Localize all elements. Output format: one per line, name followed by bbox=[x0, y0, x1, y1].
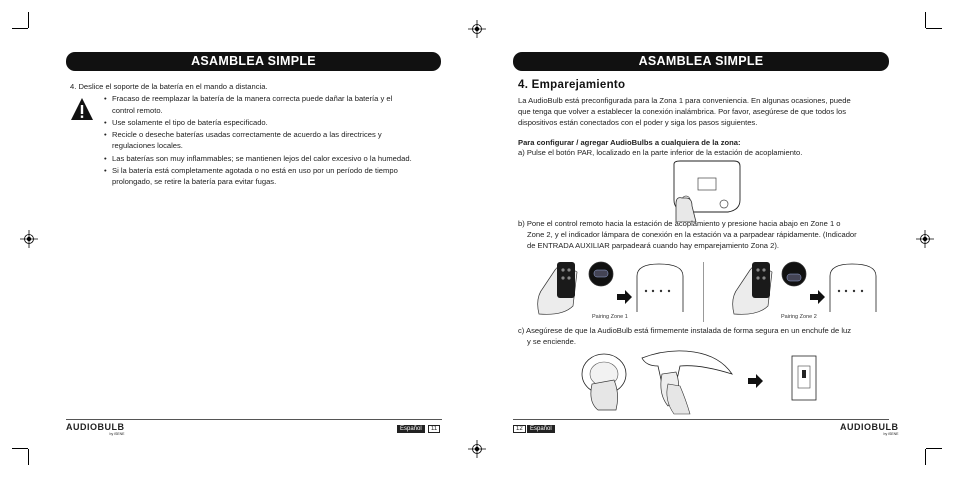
warning-triangle-icon bbox=[70, 97, 94, 121]
battery-step-4: 4. Deslice el soporte de la batería en el mando a distancia. bbox=[70, 82, 268, 91]
language-tab: Español bbox=[527, 425, 555, 433]
warning-bullet: • Recicle o deseche baterías usadas correctamente de acuerdo a las directrices y bbox=[104, 129, 442, 140]
crop-mark bbox=[925, 449, 926, 465]
crop-mark bbox=[926, 448, 942, 449]
caption-zone-2: Pairing Zone 2 bbox=[781, 314, 817, 320]
crop-mark bbox=[28, 449, 29, 465]
page-number: 12 bbox=[513, 425, 526, 433]
right-section-banner: ASAMBLEA SIMPLE bbox=[513, 52, 889, 71]
pairing-intro: que tenga que volver a establecer la conexión inalámbrica. Por favor, asegúrese de que todos los bbox=[518, 107, 847, 116]
illustration-divider bbox=[703, 262, 704, 322]
crop-mark bbox=[925, 12, 926, 28]
registration-mark-icon bbox=[468, 20, 486, 38]
footer-rule bbox=[513, 419, 889, 420]
caption-zone-1: Pairing Zone 1 bbox=[592, 314, 628, 320]
warning-bullet-cont: prolongado, se retire la batería para evitar fugas. bbox=[112, 177, 277, 186]
footer-rule bbox=[66, 419, 442, 420]
page-number: 11 bbox=[428, 425, 440, 433]
warning-bullet: • Use solamente el tipo de batería especificado. bbox=[104, 117, 442, 128]
setup-subheading: Para configurar / agregar AudioBulbs a cualquiera de la zona: bbox=[518, 138, 741, 147]
step-b: de ENTRADA AUXILIAR parpadeará cuando hay emparejamiento Zona 2). bbox=[527, 241, 779, 250]
step-a: a) Pulse el botón PAR, localizado en la parte inferior de la estación de acoplamiento. bbox=[518, 148, 803, 157]
left-section-banner: ASAMBLEA SIMPLE bbox=[66, 52, 441, 71]
warning-bullet-cont: regulaciones locales. bbox=[112, 141, 183, 150]
pairing-heading: 4. Emparejamiento bbox=[518, 79, 626, 91]
step-b: Zone 2, y el indicador lámpara de conexión en la estación va a parpadear rápidamente. (Indicador bbox=[527, 230, 857, 239]
pairing-zone-1-illustration bbox=[533, 258, 688, 316]
pairing-zone-2-illustration bbox=[728, 258, 883, 316]
audiobulb-logo: AUDIOBULB by iSENE bbox=[66, 422, 125, 436]
warning-bullet: • Las baterías son muy inflammables; se mantienen lejos del calor excesivo o la humedad. bbox=[104, 153, 452, 164]
audiobulb-logo: AUDIOBULB by iSENE bbox=[840, 422, 899, 436]
registration-mark-icon bbox=[468, 440, 486, 458]
warning-bullet: • Fracaso de reemplazar la batería de la manera correcta puede dañar la batería y el bbox=[104, 93, 442, 104]
language-tab: Español bbox=[397, 425, 425, 433]
registration-mark-icon bbox=[20, 230, 38, 248]
dock-underside-illustration bbox=[668, 160, 746, 222]
crop-mark bbox=[926, 28, 942, 29]
pairing-intro: La AudioBulb está preconfigurada para la Zona 1 para conveniencia. En algunas ocasiones, puede bbox=[518, 96, 851, 105]
registration-mark-icon bbox=[916, 230, 934, 248]
step-c: y se enciende. bbox=[527, 337, 576, 346]
crop-mark bbox=[12, 448, 28, 449]
crop-mark bbox=[12, 28, 28, 29]
crop-mark bbox=[28, 12, 29, 28]
bulb-installation-illustration bbox=[580, 344, 842, 416]
warning-bullet-cont: control remoto. bbox=[112, 106, 163, 115]
step-c: c) Asegúrese de que la AudioBulb está firmemente instalada de forma segura en un enchufe de luz bbox=[518, 326, 852, 335]
pairing-intro: dispositivos están conectados con el poder y siga los pasos siguientes. bbox=[518, 118, 758, 127]
step-b: b) Pone el control remoto hacia la estación de acoplamiento y presione hacia abajo en Zone 1 o bbox=[518, 219, 841, 228]
warning-bullet: • Si la batería está completamente agotada o no está en uso por un período de tiempo bbox=[104, 165, 442, 176]
